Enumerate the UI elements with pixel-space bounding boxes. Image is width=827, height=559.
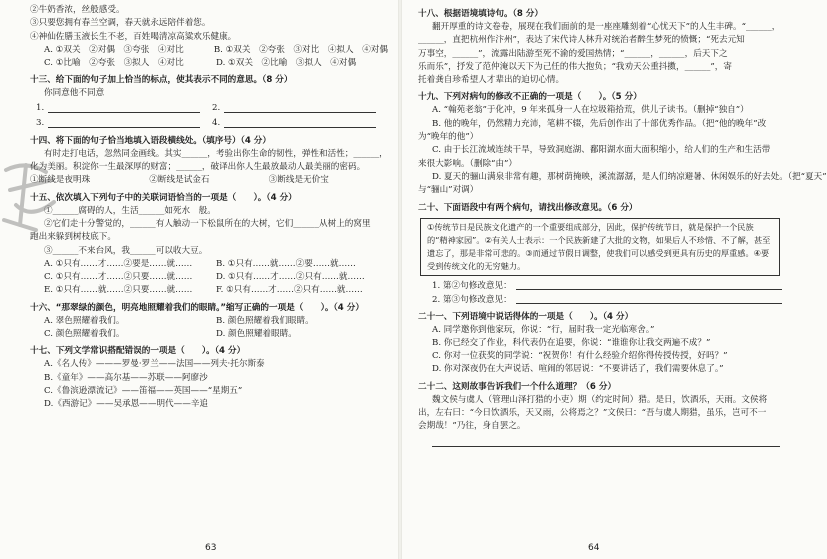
sentence: 你同意他不同意: [44, 88, 105, 99]
answer-row: [30, 101, 388, 116]
story-line: 出，左右曰：“今日饮酒乐，天又雨，公将焉之？”文侯曰：“吾与虞人期猎，虽乐，岂可不一: [418, 408, 767, 419]
option-b[interactable]: B.《童年》——高尔基——苏联——阿廖沙: [44, 372, 208, 383]
question-15: [30, 191, 388, 298]
option-d[interactable]: D. 你对深夜仍在大声说话、喧闹的邻居说：“不要讲话了，我们需要休息了。”: [432, 364, 724, 375]
option-row: [30, 315, 388, 328]
text-line: 万事空，______”，流露出陆游至死不渝的爱国热情；“______，______，后天下之: [418, 48, 728, 59]
text-line: 托着龚自珍希望人才辈出的迫切心情。: [418, 75, 565, 86]
text-line: 与“骊山”对调）: [418, 185, 479, 196]
watermark-stamp-icon: [0, 150, 66, 240]
text-line: ③______不来台风，我______可以收大豆。: [44, 245, 208, 256]
option-b[interactable]: B. 你已经交了作业，科代表仍在追要，你说：“谁谁你让我交两遍不成？”: [432, 337, 711, 348]
answer-number: 4.: [212, 117, 221, 128]
option-a[interactable]: A. 同学邀你到他家玩，你说：“行，届时我一定光临寒舍。”: [432, 324, 655, 335]
story-line: 魏文侯与虞人（管理山泽打猎的小吏）期（约定时间）猎。是日，饮酒乐，天雨。文侯将: [432, 394, 768, 405]
text-line: 翻开厚重的诗文卷卷，展现在我们面前的是一座座雕刻着“心忧天下”的人生丰碑。“______，: [432, 22, 781, 32]
right-page: [402, 0, 827, 559]
question-22: [418, 380, 782, 447]
question-title: 十五、依次填入下列句子中的关联词语恰当的一项是（ ）。（4 分）: [30, 192, 297, 203]
question-21: [418, 310, 782, 377]
option-b[interactable]: B. 颜色照耀着我们眼睛。: [216, 315, 314, 326]
question-17: [30, 344, 388, 411]
page-number: 63: [205, 543, 217, 553]
question-title: 二十一、下列语境中说话得体的一项是（ ）。（4 分）: [418, 311, 634, 322]
answer-label: 2. 第③句修改意见：: [432, 294, 512, 305]
option-a[interactable]: A. “翰苑老翁”于化冲，9 年来孤身一人在垃圾箱拾荒，供儿子读书。（删掉“独自”）: [432, 105, 749, 116]
question-14: [30, 134, 388, 188]
question-19: [418, 90, 827, 197]
option-row: [30, 57, 388, 70]
text-line: 有时走打电话，忽然同金画线。其实______，考验出你生命的韧性，弹性和活性；______，: [44, 148, 388, 159]
option-a[interactable]: A. ①双关 ②对偶 ③夸张 ④对比: [44, 44, 184, 55]
text-line: 乐而乐”，抒发了范仲淹以天下为己任的伟大抱负；“我劝天公重抖擞，______”，寄: [418, 61, 732, 72]
option-row: [30, 271, 388, 284]
option-d[interactable]: D.《西游记》——吴承恩——明代——辛追: [44, 399, 209, 410]
answer-row: [418, 279, 782, 293]
text-line: 化为美丽。积淀你一生最深厚的财富；______，破译出你人生最放最动人最美丽的密码。: [30, 162, 366, 173]
option-d[interactable]: D. 夏天的骊山满泉非常有趣，那树荫掩映，溪流潺潺，是人们纳凉避暑、休闲娱乐的好去处。（把“夏天”: [432, 171, 827, 182]
page-number: 64: [588, 543, 600, 553]
text-line: ②它们走十分警觉的，______有人触动一下松鼠所在的大树，它们______从树上的窝里: [44, 218, 371, 229]
text-line: ______，直把杭州作汴州”，表达了宋代诗人林升对统治者醉生梦死的愤慨；“死去元知: [418, 35, 745, 46]
option-c[interactable]: C. 颜色照耀着我们。: [44, 329, 125, 340]
option-d[interactable]: D. ①双关 ②比喻 ③拟人 ④对偶: [216, 58, 357, 69]
answer-number: 3.: [36, 117, 45, 128]
option-d[interactable]: D. ①只有……才……②只有……就……: [216, 272, 365, 283]
story-line: 会期哉！”乃往，身自罢之。: [418, 421, 526, 432]
question-title: 十三、给下面的句子加上恰当的标点，使其表示不同的意思。（8 分）: [30, 75, 293, 86]
answer-row: [418, 293, 782, 307]
option-c[interactable]: C. 你对一位获奖的同学说：“祝贺你！有什么经验介绍你得传授传授，好吗？”: [432, 351, 728, 362]
answer-line-1[interactable]: [516, 289, 782, 290]
passage-text: ①传统节日是民族文化遗产的一个重要组成部分，因此，保护传统节日，就是保护一个民族的“精神家园”。②有关人士表示：一个民族新建了大批的文物，如果后人不珍惜、不了解，甚至遗忘了，那是非常可悲的。③而通过节假日调整，使我们可以感受到更具有历史的厚重感。④要受到传统文化的无穷魅力。: [427, 221, 771, 271]
text-line: ①______腐碍的人，生活______如死水 般。: [44, 205, 216, 216]
text-line: ③只要您拥有春兰空调，春天就永远陪伴着您。: [30, 18, 211, 29]
text-line: ④神仙佐膳玉液长生不老，百姓喝清凉高粱欢乐健康。: [30, 31, 237, 42]
answer-line-1[interactable]: [48, 112, 200, 113]
answer-line-2[interactable]: [516, 303, 782, 304]
question-title: 十八、根据语境填诗句。（8 分）: [418, 9, 543, 19]
option-row: [30, 258, 388, 271]
question-13: [30, 73, 388, 130]
question-20: [418, 201, 782, 307]
question-title: 十九、下列对病句的修改不正确的一项是（ ）。（5 分）: [418, 92, 642, 103]
left-page: [0, 0, 398, 559]
option-f[interactable]: F. ①只有……才……②只有……就……: [216, 285, 363, 296]
option-a[interactable]: A. 翠色照耀着我们。: [44, 315, 125, 326]
option-c[interactable]: C.《鲁滨逊漂流记》——笛福——英国——“星期五”: [44, 385, 243, 396]
question-title: 十四、将下面的句子恰当地填入语段横线处。（填序号）（4 分）: [30, 135, 271, 146]
previous-question-continuation: [30, 4, 388, 70]
text-line: 来很大影响。（删除“由”）: [418, 158, 518, 169]
answer-line-3[interactable]: [48, 127, 200, 128]
answer-line-2[interactable]: [224, 112, 376, 113]
option-1: ①断线是夜明珠: [30, 175, 91, 186]
option-a[interactable]: A.《名人传》———罗曼·罗兰——法国——列夫·托尔斯泰: [44, 359, 265, 370]
option-c[interactable]: C. ①只有……才……②只要……就……: [44, 272, 193, 283]
option-e[interactable]: E. ①只有……就……②只要……就……: [44, 285, 193, 296]
question-16: [30, 301, 388, 342]
text-line: ②牛奶香浓，丝般感受。: [30, 5, 125, 15]
option-a[interactable]: A. ①只有……才……②要是……就……: [44, 258, 193, 269]
option-b[interactable]: B. ①双关 ②夸张 ③对比 ④拟人 ④对偶: [213, 44, 388, 55]
question-title: 二十、下面语段中有两个病句，请找出修改意见。（6 分）: [418, 202, 638, 213]
passage-box: [420, 218, 780, 276]
answer-label: 1. 第②句修改意见：: [432, 280, 512, 291]
option-b[interactable]: B. 他的晚年，仍然精力充沛，笔耕不辍，先后创作出了十部优秀作品。（把“他的晚年”改: [432, 118, 767, 129]
option-c[interactable]: C. ①比喻 ②夸张 ③拟人 ④对比: [44, 58, 184, 69]
option-c[interactable]: C. 由于长江流域连续干旱，导致洞庭湖、鄱阳湖水面大面积缩小，给人们的生产和生活带: [432, 145, 771, 156]
option-2: ②断线是试金石: [149, 175, 210, 186]
answer-number: 2.: [212, 102, 221, 113]
question-title: 十六、“那翠绿的颜色，明亮地照耀着我们的眼睛。”缩写正确的一项是（ ）。（4 分）: [30, 302, 364, 313]
option-3: ③断线是无价宝: [268, 175, 329, 186]
question-title: 十七、下列文学常识搭配错误的一项是（ ）。（4 分）: [30, 346, 246, 357]
option-d[interactable]: D. 颜色照耀着眼睛。: [216, 329, 297, 340]
option-row: [30, 174, 388, 187]
option-row: [30, 328, 388, 341]
question-18: [418, 7, 782, 87]
answer-number: 1.: [36, 102, 45, 113]
text-line: 为“晚年的他”）: [418, 132, 479, 143]
text-line: 跑出来躲到树枝底下。: [30, 232, 116, 243]
answer-line[interactable]: [432, 434, 780, 447]
answer-line-4[interactable]: [224, 127, 376, 128]
option-row: [30, 44, 388, 57]
question-title: 二十二、这则故事告诉我们一个什么道理？（6 分）: [418, 381, 617, 392]
answer-row: [30, 116, 388, 131]
option-row: [30, 284, 388, 297]
option-b[interactable]: B. ①只有……就……②要……就……: [216, 258, 356, 269]
